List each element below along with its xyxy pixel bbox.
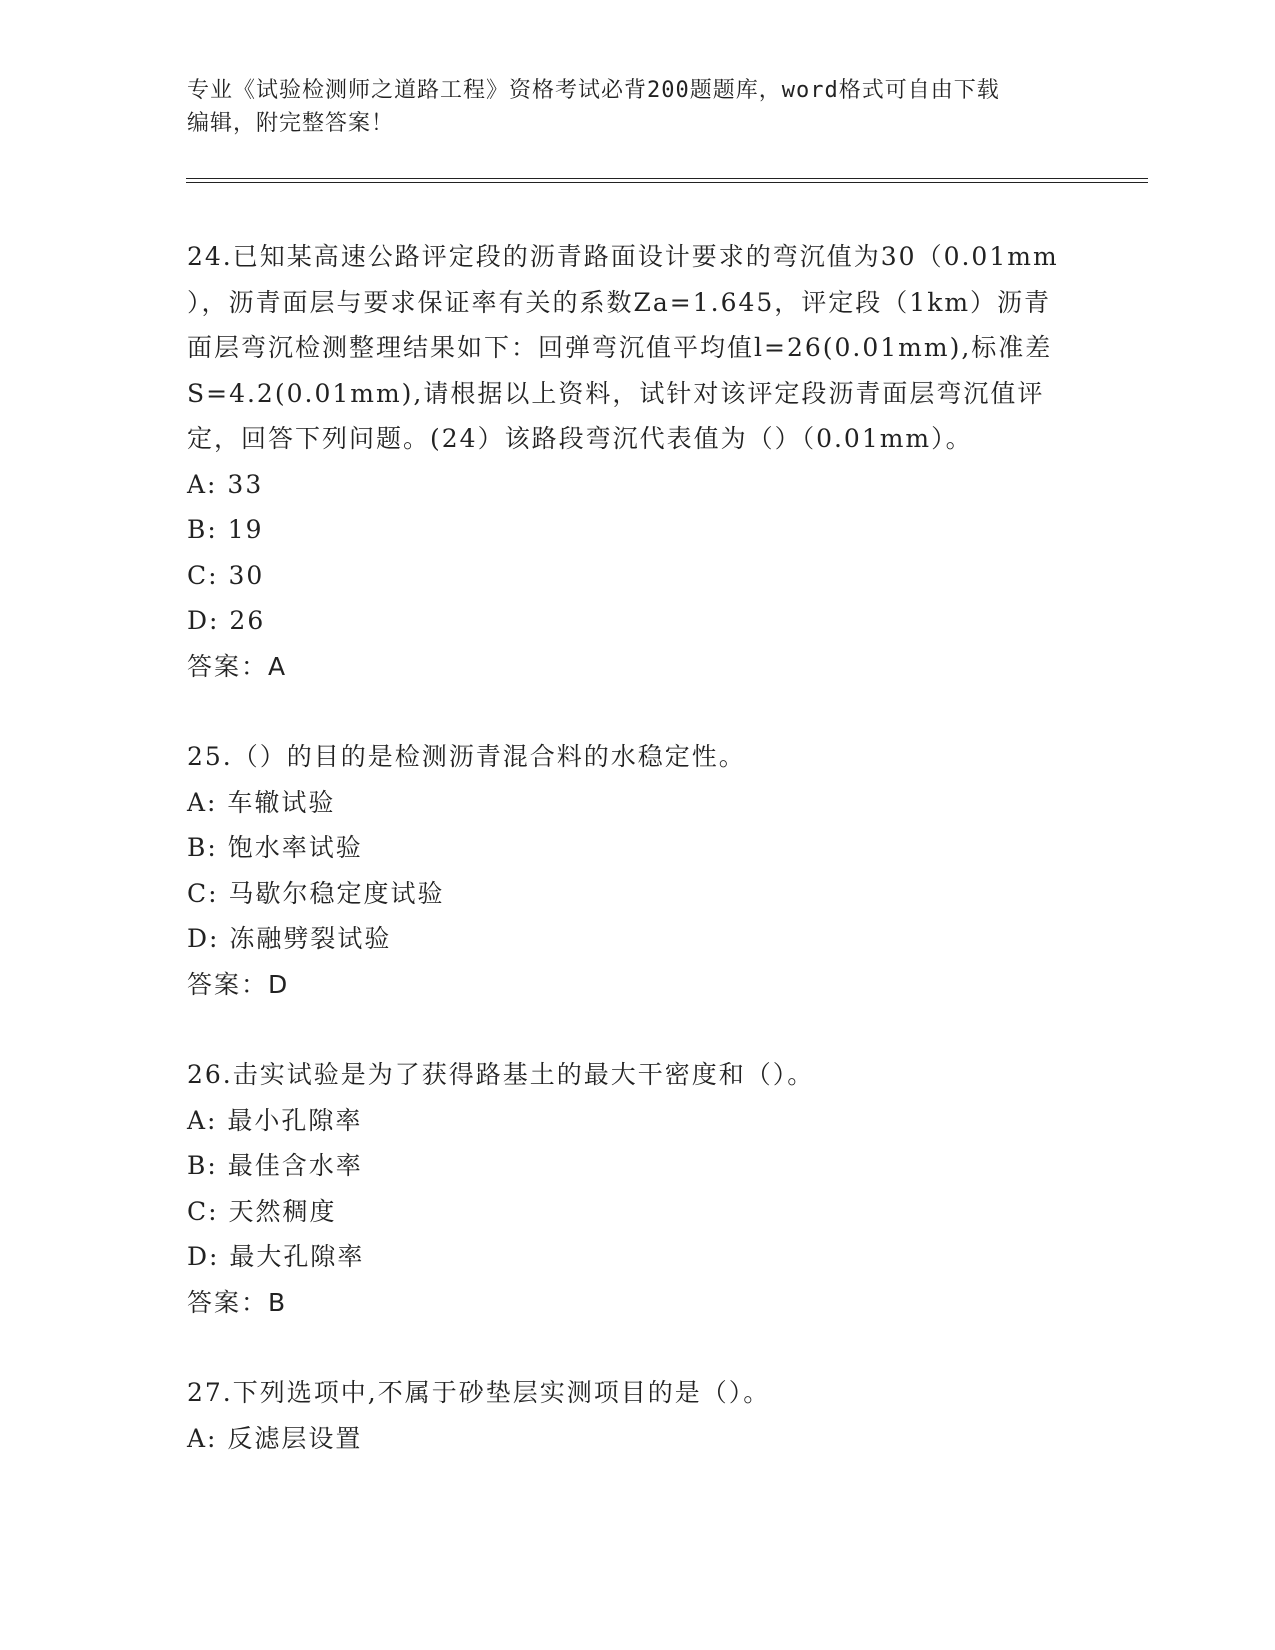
- header-double-rule: [186, 178, 1148, 183]
- header-title-line-1: 专业《试验检测师之道路工程》资格考试必背200题题库，word格式可自由下载: [187, 78, 1000, 103]
- question-24-option-c: C: 30: [187, 560, 265, 590]
- question-25-option-d: D: 冻融劈裂试验: [187, 924, 392, 953]
- question-24: [187, 234, 1087, 689]
- question-25-option-a: A: 车辙试验: [187, 787, 336, 817]
- question-25-text: 25.（）的目的是检测沥青混合料的水稳定性。: [187, 742, 746, 771]
- question-24-option-b: B: 19: [187, 515, 264, 544]
- question-24-text: [187, 234, 1087, 462]
- question-24-line-2: ），沥青面层与要求保证率有关的系数Za=1.645，评定段（1km）沥青: [187, 287, 1052, 317]
- question-24-line-1: 24.已知某高速公路评定段的沥青路面设计要求的弯沉值为30（0.01mm: [187, 242, 1059, 271]
- question-26-text: 26.击实试验是为了获得路基土的最大干密度和（）。: [187, 1060, 815, 1089]
- document-header: [187, 74, 1087, 140]
- question-25-option-b: B: 饱水率试验: [187, 833, 363, 862]
- question-27: [187, 1370, 1087, 1461]
- question-24-answer: 答案：A: [187, 651, 288, 681]
- question-26-option-a: A: 最小孔隙率: [187, 1105, 363, 1135]
- header-title-line-2: 编辑，附完整答案！: [187, 111, 395, 136]
- question-25-answer: 答案：D: [187, 969, 290, 999]
- question-26-option-b: B: 最佳含水率: [187, 1151, 363, 1180]
- question-24-line-4: S=4.2(0.01mm),请根据以上资料，试针对该评定段沥青面层弯沉值评: [187, 378, 1045, 408]
- question-26-answer: 答案：B: [187, 1287, 288, 1317]
- question-26-option-d: D: 最大孔隙率: [187, 1242, 365, 1271]
- question-24-option-a: A: 33: [187, 469, 264, 499]
- question-24-line-5: 定，回答下列问题。(24）该路段弯沉代表值为（）（0.01mm）。: [187, 424, 973, 453]
- question-26-option-c: C: 天然稠度: [187, 1196, 337, 1226]
- question-24-option-d: D: 26: [187, 606, 266, 635]
- question-25-option-c: C: 马歇尔稳定度试验: [187, 878, 445, 908]
- question-27-text: 27.下列选项中,不属于砂垫层实测项目的是（）。: [187, 1378, 771, 1407]
- question-24-line-3: 面层弯沉检测整理结果如下：回弹弯沉值平均值l=26(0.01mm),标准差: [187, 333, 1053, 362]
- question-27-option-a: A: 反滤层设置: [187, 1423, 363, 1453]
- question-25: [187, 734, 1087, 1007]
- question-26: [187, 1052, 1087, 1325]
